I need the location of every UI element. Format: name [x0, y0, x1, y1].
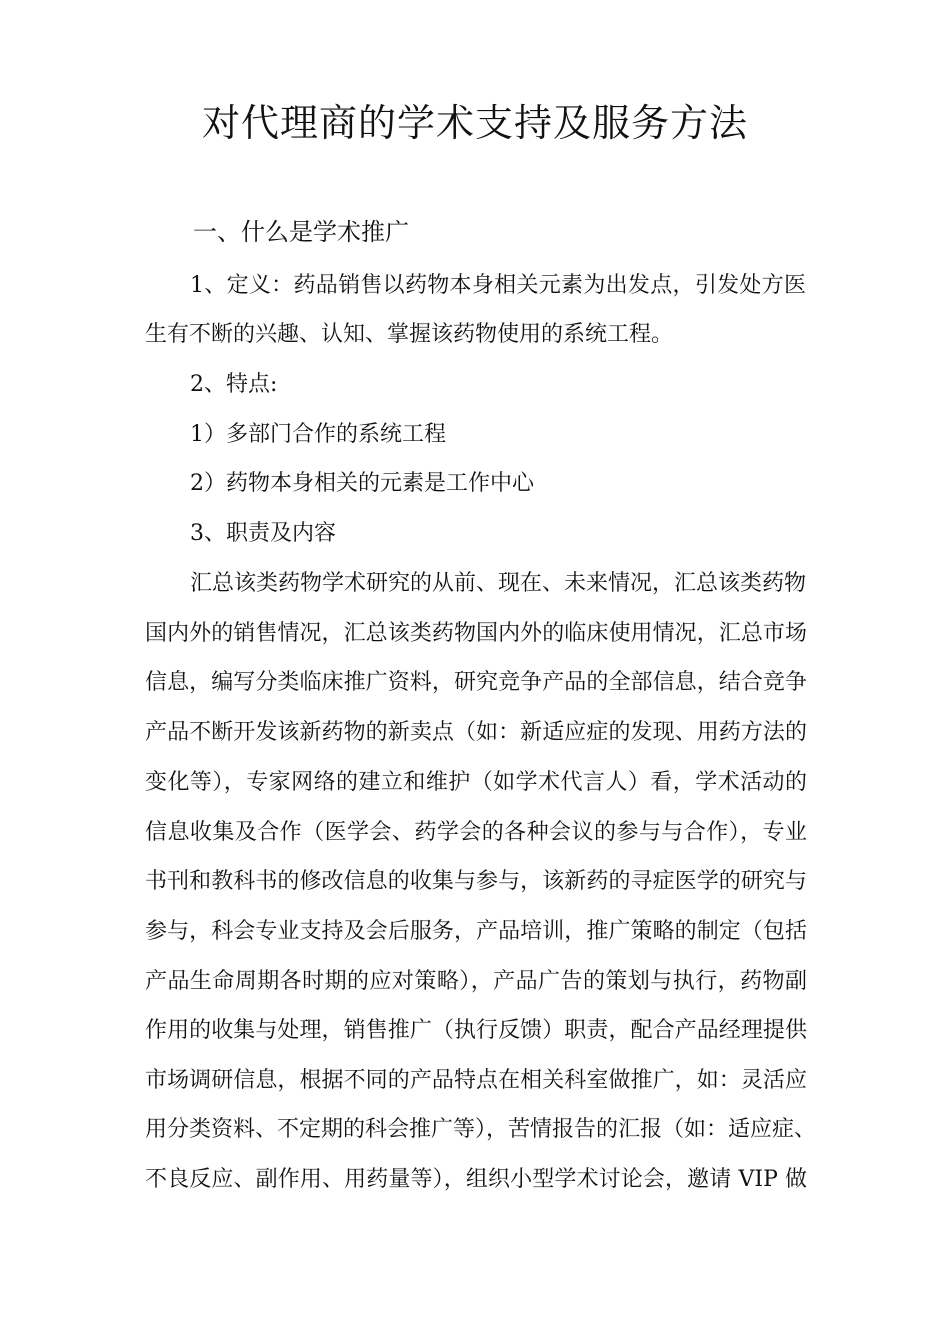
- body-line: 信息收集及合作（医学会、药学会的各种会议的参与与合作），专业: [145, 820, 807, 845]
- document-title: 对代理商的学术支持及服务方法: [201, 101, 748, 145]
- body-line: 市场调研信息，根据不同的产品特点在相关科室做推广，如：灵活应: [145, 1068, 807, 1093]
- body-line: 作用的收集与处理，销售推广（执行反馈）职责，配合产品经理提供: [145, 1018, 807, 1043]
- body-line: 参与，科会专业支持及会后服务，产品培训，推广策略的制定（包括: [145, 919, 807, 944]
- body-line: 变化等），专家网络的建立和维护（如学术代言人）看，学术活动的: [145, 770, 807, 795]
- body-line: 产品不断开发该新药物的新卖点（如：新适应症的发现、用药方法的: [145, 720, 807, 745]
- body-line: 用分类资料、不定期的科会推广等），苦情报告的汇报（如：适应症、: [145, 1117, 817, 1142]
- section-heading: 一、什么是学术推广: [193, 218, 409, 246]
- body-line: 信息，编写分类临床推广资料，研究竞争产品的全部信息，结合竞争: [145, 670, 807, 695]
- body-line: 不良反应、副作用、用药量等），组织小型学术讨论会，邀请 VIP 做: [145, 1167, 807, 1192]
- feature-item-1: 1）多部门合作的系统工程: [190, 422, 446, 447]
- definition-line-2: 生有不断的兴趣、认知、掌握该药物使用的系统工程。: [145, 322, 674, 347]
- body-line: 国内外的销售情况，汇总该类药物国内外的临床使用情况，汇总市场: [145, 621, 807, 646]
- feature-item-2: 2）药物本身相关的元素是工作中心: [190, 471, 534, 496]
- duties-label: 3、职责及内容: [190, 521, 336, 546]
- body-line: 产品生命周期各时期的应对策略），产品广告的策划与执行，药物副: [145, 969, 807, 994]
- definition-line-1: 1、定义：药品销售以药物本身相关元素为出发点，引发处方医: [190, 273, 806, 298]
- body-line: 书刊和教科书的修改信息的收集与参与，该新药的寻症医学的研究与: [145, 869, 807, 894]
- body-line: 汇总该类药物学术研究的从前、现在、未来情况，汇总该类药物: [190, 571, 807, 596]
- features-label: 2、特点:: [190, 372, 278, 397]
